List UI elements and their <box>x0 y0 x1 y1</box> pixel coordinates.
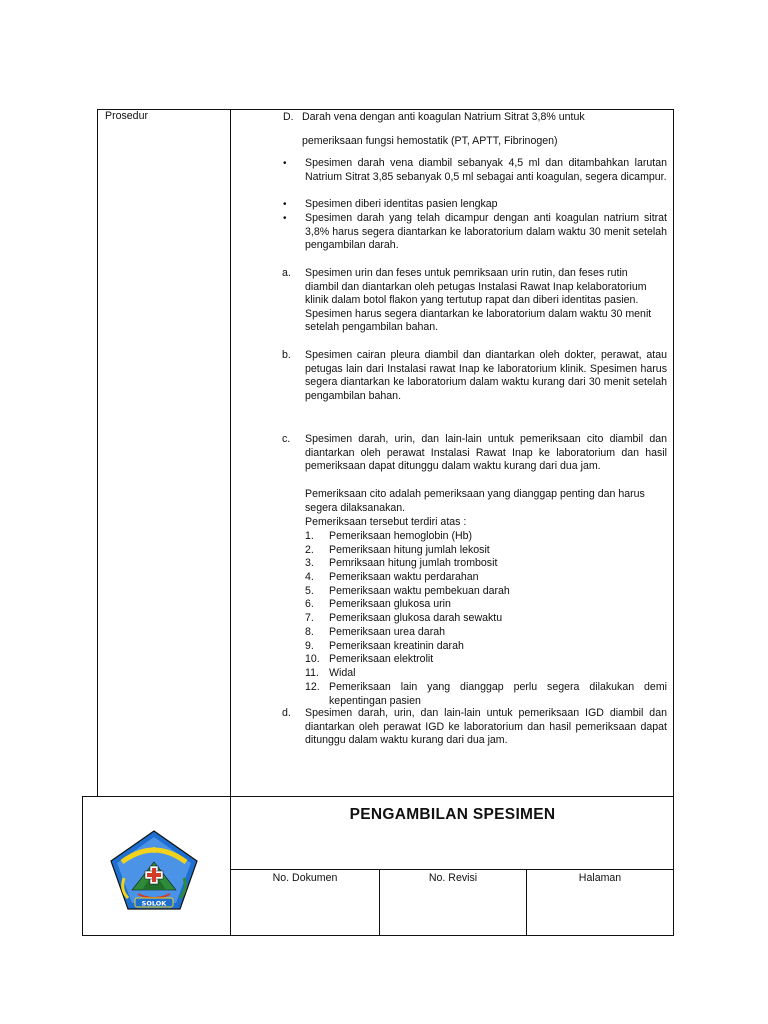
cito-list-item: Pemeriksaan lain yang dianggap perlu segera dilakukan demi kepentingan pasien <box>329 681 667 707</box>
bullet-dot: • <box>283 213 287 224</box>
table-border-left <box>97 109 98 796</box>
cito-list-item: Pemeriksaan waktu pembekuan darah <box>329 585 510 597</box>
footer-border-top <box>82 796 674 797</box>
section-d-line2: pemeriksaan fungsi hemostatik (PT, APTT, Fibrinogen) <box>302 135 558 147</box>
section-d-bullet-2: Spesimen diberi identitas pasien lengkap <box>305 198 498 210</box>
footer-border-bottom <box>82 935 674 936</box>
table-border-divider <box>230 109 231 936</box>
section-d-line1: Darah vena dengan anti koagulan Natrium Sitrat 3,8% untuk <box>302 111 585 123</box>
footer-border-left <box>82 796 83 936</box>
cito-list-number: 2. <box>305 544 314 556</box>
cito-list-number: 6. <box>305 598 314 610</box>
cito-list-item: Pemriksaan hitung jumlah trombosit <box>329 557 498 569</box>
cito-list-item: Widal <box>329 667 356 679</box>
item-c-text: Spesimen darah, urin, dan lain-lain untuk pemeriksaan cito diambil dan diantarkan oleh perawat Instalasi Rawat Inap ke laboratorium dan hasil pemeriksaan dapat ditunggu dalam waktu kurang dari dua jam. <box>305 433 667 473</box>
item-b-text: Spesimen cairan pleura diambil dan diantarkan oleh dokter, perawat, atau petugas lain dari Instalasi rawat Inap ke laboratorium klinik. Spesimen harus segera diantarkan ke laboratorium dalam waktu kurang dari 30 menit setelah pengambilan bahan. <box>305 349 667 402</box>
item-b-marker: b. <box>282 349 291 361</box>
bullet-dot: • <box>283 158 287 169</box>
no-dokumen-header: No. Dokumen <box>272 872 338 884</box>
cito-list-number: 3. <box>305 557 314 569</box>
item-c-list-intro: Pemeriksaan tersebut terdiri atas : <box>305 516 467 528</box>
cito-list-number: 9. <box>305 640 314 652</box>
section-d-bullet-3: Spesimen darah yang telah dicampur dengan anti koagulan natrium sitrat 3,8% harus segera diantarkan ke laboratorium dalam waktu 30 menit setelah pengambilan darah. <box>305 212 667 252</box>
item-d-text: Spesimen darah, urin, dan lain-lain untuk pemeriksaan IGD diambil dan diantarkan oleh perawat IGD ke laboratorium dan hasil pemeriksaan dapat ditunggu dalam waktu kurang dari dua jam. <box>305 707 667 747</box>
cito-list-number: 4. <box>305 571 314 583</box>
cito-list-number: 12. <box>305 681 320 693</box>
item-a-marker: a. <box>282 267 291 279</box>
document-title: PENGAMBILAN SPESIMEN <box>349 806 556 823</box>
cito-list-item: Pemeriksaan glukosa darah sewaktu <box>329 612 503 624</box>
footer-title-divider <box>230 869 674 870</box>
cito-list-item: Pemeriksaan waktu perdarahan <box>329 571 479 583</box>
cito-list-item: Pemeriksaan elektrolit <box>329 653 434 665</box>
cito-list-number: 1. <box>305 530 314 542</box>
cito-list-number: 5. <box>305 585 314 597</box>
halaman-header: Halaman <box>578 872 622 884</box>
section-d-marker: D. <box>283 111 294 123</box>
item-a-text: Spesimen urin dan feses untuk pemriksaan urin rutin, dan feses rutin diambil dan diantarkan oleh petugas Instalasi Rawat Inap kelaboratorium klinik dalam botol flakon yang tertutup rapat dan diberi identitas pasien. Spesimen harus segera diantarkan ke laboratorium dalam waktu 30 menit setelah pengambilan bahan. <box>305 267 652 334</box>
table-border-top <box>97 109 674 110</box>
cito-list-item: Pemeriksaan kreatinin darah <box>329 640 464 652</box>
cito-list-number: 10. <box>305 653 320 665</box>
cito-list-item: Pemeriksaan hemoglobin (Hb) <box>329 530 473 542</box>
cito-list-item: Pemeriksaan glukosa urin <box>329 598 451 610</box>
cito-list-number: 7. <box>305 612 314 624</box>
no-revisi-header: No. Revisi <box>428 872 478 884</box>
cito-list-item: Pemeriksaan urea darah <box>329 626 446 638</box>
item-d-marker: d. <box>282 707 291 719</box>
cito-list-item: Pemeriksaan hitung jumlah lekosit <box>329 544 490 556</box>
bullet-dot: • <box>283 199 287 210</box>
cito-list-number: 8. <box>305 626 314 638</box>
hospital-logo <box>108 828 200 912</box>
item-c-note: Pemeriksaan cito adalah pemeriksaan yang dianggap penting dan harus segera dilaksanakan. <box>305 488 645 514</box>
cito-list-number: 11. <box>305 667 319 679</box>
hospital-logo-emblem-icon <box>108 828 200 912</box>
prosedur-label: Prosedur <box>105 110 148 122</box>
section-d-bullet-1: Spesimen darah vena diambil sebanyak 4,5 ml dan ditambahkan larutan Natrium Sitrat 3,85 sebanyak 0,5 ml sebagai anti koagulan, segera dicampur. <box>305 157 667 183</box>
table-border-right <box>673 109 674 936</box>
svg-text:SOLOK: SOLOK <box>141 899 167 908</box>
item-c-marker: c. <box>282 433 291 445</box>
